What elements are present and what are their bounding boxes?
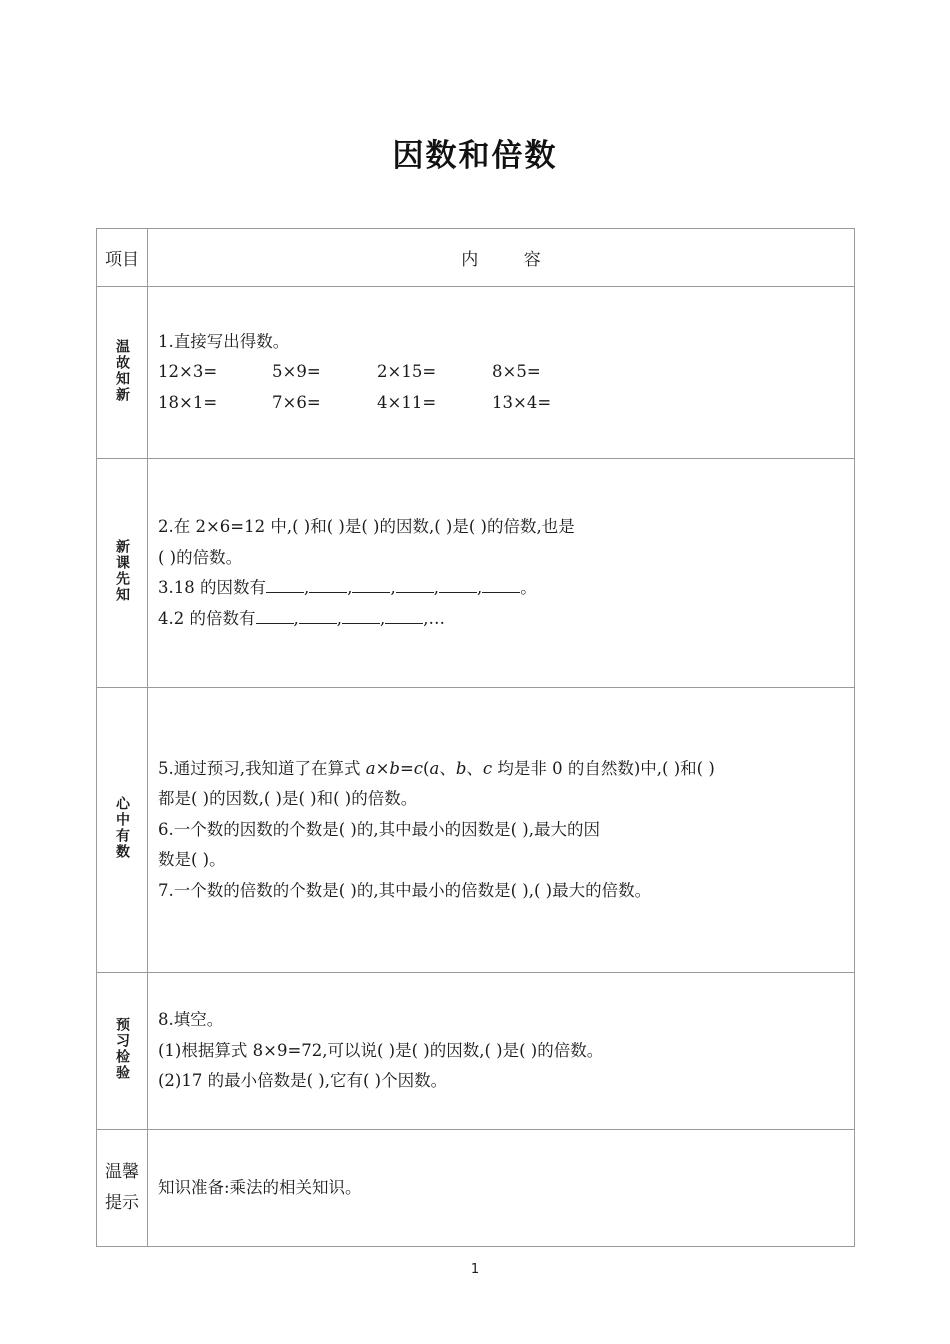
answer-blank[interactable] <box>439 574 477 593</box>
question-8-1: (1)根据算式 8×9=72,可以说( )是( )的因数,( )是( )的倍数。 <box>158 1040 604 1060</box>
answer-blank[interactable] <box>256 605 294 624</box>
times-sign: × <box>375 758 390 778</box>
calc-item: 12×3= <box>158 362 218 382</box>
question-5-text: 5.通过预习,我知道了在算式 <box>158 758 366 778</box>
variable-b: b <box>389 758 400 778</box>
separator: , <box>390 578 396 597</box>
question-3-prefix: 3.18 的因数有 <box>158 578 266 597</box>
separator: , <box>347 578 353 597</box>
section-review <box>97 287 855 459</box>
calc-item: 2×15= <box>377 362 437 382</box>
section-label-text: 心中有数 <box>114 796 130 860</box>
section-content-preview <box>148 459 855 688</box>
section-content-tip <box>148 1130 855 1247</box>
question-4 <box>158 604 848 635</box>
variable-b: b <box>455 758 467 778</box>
section-check <box>97 973 855 1130</box>
question-2-line-2: ( )的倍数。 <box>158 547 243 567</box>
question-6-line-2: 数是( )。 <box>158 850 226 870</box>
calc-item: 7×6= <box>272 392 321 412</box>
question-8-2: (2)17 的最小倍数是( ),它有( )个因数。 <box>158 1071 448 1091</box>
answer-blank[interactable] <box>396 574 434 593</box>
section-content-understanding <box>148 688 855 973</box>
separator: , <box>433 578 439 597</box>
section-label-tip <box>97 1130 148 1247</box>
variable-a: a <box>365 758 376 778</box>
answer-blank[interactable] <box>266 574 304 593</box>
question-5-rest: 均是非 0 的自然数)中,( )和( ) <box>492 758 715 778</box>
separator: , <box>476 578 483 597</box>
section-label-text: 预习检验 <box>114 1017 130 1081</box>
calc-item: 4×11= <box>377 392 437 412</box>
worksheet-table <box>96 228 855 1247</box>
variable-c: c <box>482 758 493 778</box>
section-understanding <box>97 688 855 973</box>
separator: , <box>303 578 310 597</box>
paren: ( <box>423 758 430 778</box>
calc-row-1 <box>158 357 848 388</box>
section-label-text: 温故知新 <box>114 338 130 403</box>
answer-blank[interactable] <box>309 574 347 593</box>
tip-text: 知识准备:乘法的相关知识。 <box>158 1177 362 1197</box>
separator: , <box>336 608 342 628</box>
section-label-preview <box>97 459 148 688</box>
section-label-review <box>97 287 148 459</box>
question-1-title: 1.直接写出得数。 <box>158 331 290 351</box>
calc-item: 5×9= <box>272 362 321 382</box>
header-row <box>97 229 855 287</box>
question-8-title: 8.填空。 <box>158 1010 224 1030</box>
separator: 、 <box>466 758 483 778</box>
section-label-text: 新课先知 <box>114 539 130 603</box>
section-label-check <box>97 973 148 1130</box>
answer-blank[interactable] <box>342 605 380 624</box>
section-tip <box>97 1130 855 1247</box>
question-3 <box>158 573 848 604</box>
variable-a: a <box>429 758 440 778</box>
answer-blank[interactable] <box>385 605 423 624</box>
variable-c: c <box>413 758 424 778</box>
answer-blank[interactable] <box>352 574 390 593</box>
equals-sign: = <box>399 758 414 778</box>
question-2-line-1: 2.在 2×6=12 中,( )和( )是( )的因数,( )是( )的倍数,也是 <box>158 517 575 536</box>
question-5-line-2: 都是( )的因数,( )是( )和( )的倍数。 <box>158 789 418 809</box>
calc-item: 13×4= <box>492 392 552 412</box>
question-4-prefix: 4.2 的倍数有 <box>158 608 256 628</box>
separator: , <box>380 608 386 628</box>
section-label-understanding <box>97 688 148 973</box>
question-4-end: ,… <box>423 608 445 628</box>
answer-blank[interactable] <box>482 574 520 593</box>
calc-row-2 <box>158 388 848 419</box>
section-content-review <box>148 287 855 459</box>
question-3-end: 。 <box>520 578 537 597</box>
calc-item: 8×5= <box>492 362 541 382</box>
page-number: 1 <box>470 1262 480 1277</box>
separator: , <box>293 608 299 628</box>
answer-blank[interactable] <box>299 605 337 624</box>
question-6-line-1: 6.一个数的因数的个数是( )的,其中最小的因数是( ),最大的因 <box>158 819 600 839</box>
header-item: 项目 <box>97 229 148 287</box>
section-content-check <box>148 973 855 1130</box>
question-5-line-1 <box>158 754 848 785</box>
question-7: 7.一个数的倍数的个数是( )的,其中最小的倍数是( ),( )最大的倍数。 <box>158 880 652 900</box>
section-preview <box>97 459 855 688</box>
calc-item: 18×1= <box>158 392 218 412</box>
section-label-text: 温馨提示 <box>105 1162 139 1213</box>
separator: 、 <box>439 758 456 778</box>
page-title: 因数和倍数 <box>392 138 558 174</box>
header-content: 内 容 <box>148 229 855 287</box>
